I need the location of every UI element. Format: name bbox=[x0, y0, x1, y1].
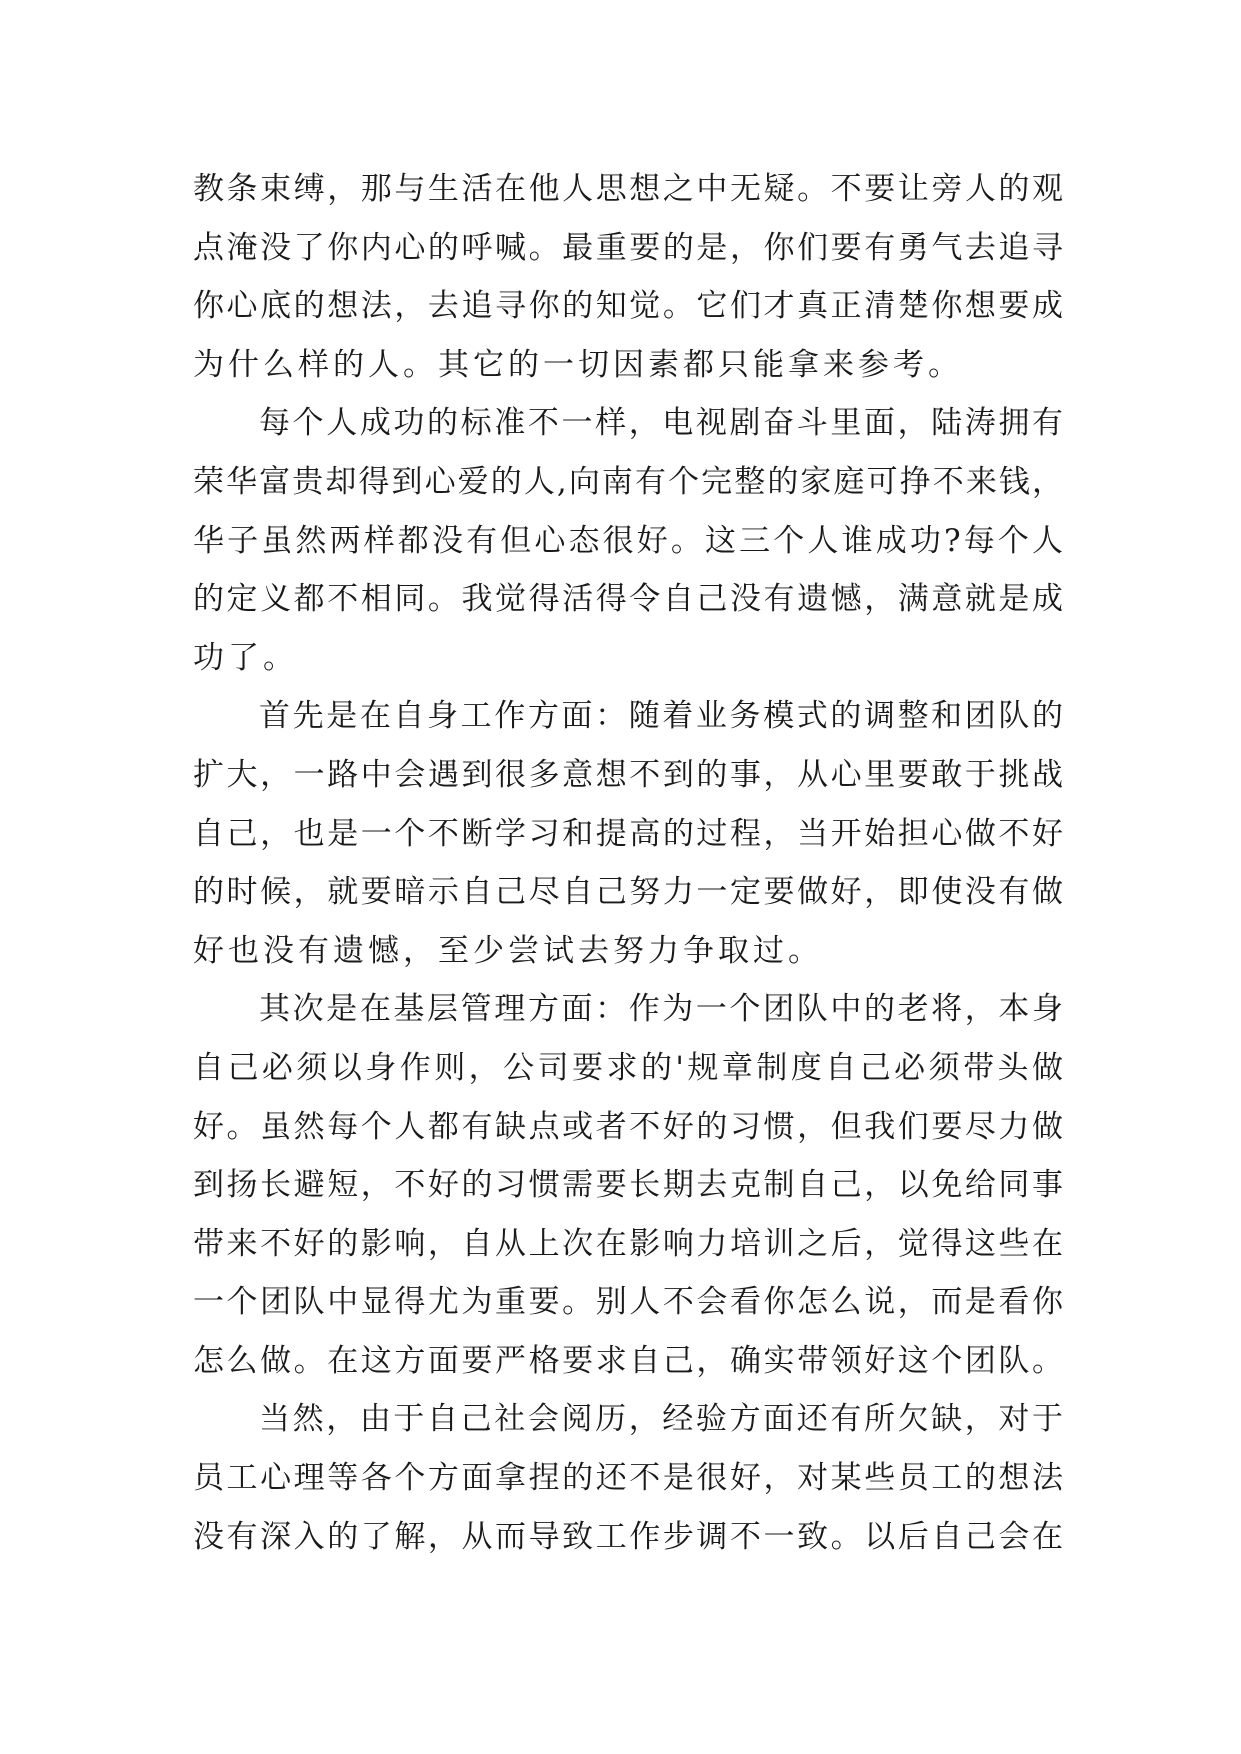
text-line: 荣华富贵却得到心爱的人,向南有个完整的家庭可挣不来钱， bbox=[193, 463, 1063, 500]
text-line: 教条束缚，那与生活在他人思想之中无疑。不要让旁人的观 bbox=[193, 171, 1063, 207]
text-line: 自己，也是一个不断学习和提高的过程，当开始担心做不好 bbox=[193, 815, 1063, 852]
text-line: 好也没有遗憾，至少尝试去努力争取过。 bbox=[193, 932, 823, 969]
text-line: 点淹没了你内心的呼喊。最重要的是，你们要有勇气去追寻 bbox=[193, 229, 1063, 266]
paragraph bbox=[193, 160, 1063, 394]
text-line: 华子虽然两样都没有但心态很好。这三个人谁成功?每个人 bbox=[193, 522, 1063, 559]
text-line: 当然，由于自己社会阅历，经验方面还有所欠缺，对于 bbox=[259, 1401, 1063, 1438]
text-line: 带来不好的影响，自从上次在影响力培训之后，觉得这些在 bbox=[193, 1225, 1063, 1262]
text-line: 你心底的想法，去追寻你的知觉。它们才真正清楚你想要成 bbox=[193, 288, 1063, 325]
text-line: 员工心理等各个方面拿捏的还不是很好，对某些员工的想法 bbox=[193, 1460, 1063, 1497]
text-line: 到扬长避短，不好的习惯需要长期去克制自己，以免给同事 bbox=[193, 1167, 1063, 1204]
text-line: 没有深入的了解，从而导致工作步调不一致。以后自己会在 bbox=[193, 1518, 1063, 1555]
paragraph bbox=[193, 1390, 1063, 1566]
text-line: 自己必须以身作则，公司要求的'规章制度自己必须带头做 bbox=[193, 1049, 1063, 1086]
text-line: 功了。 bbox=[193, 639, 298, 676]
text-line: 的定义都不相同。我觉得活得令自己没有遗憾，满意就是成 bbox=[193, 581, 1063, 618]
text-line: 首先是在自身工作方面：随着业务模式的调整和团队的 bbox=[259, 698, 1063, 735]
paragraph bbox=[193, 980, 1063, 1390]
text-line: 为什么样的人。其它的一切因素都只能拿来参考。 bbox=[193, 346, 963, 383]
text-line: 怎么做。在这方面要严格要求自己，确实带领好这个团队。 bbox=[193, 1342, 1063, 1379]
text-line: 好。虽然每个人都有缺点或者不好的习惯，但我们要尽力做 bbox=[193, 1108, 1063, 1145]
paragraph bbox=[193, 687, 1063, 980]
text-line: 其次是在基层管理方面：作为一个团队中的老将，本身 bbox=[259, 991, 1063, 1028]
text-line: 一个团队中显得尤为重要。别人不会看你怎么说，而是看你 bbox=[193, 1284, 1063, 1321]
document-body bbox=[193, 160, 1063, 1566]
text-line: 的时候，就要暗示自己尽自己努力一定要做好，即使没有做 bbox=[193, 874, 1063, 911]
text-line: 扩大，一路中会遇到很多意想不到的事，从心里要敢于挑战 bbox=[193, 756, 1063, 793]
paragraph bbox=[193, 394, 1063, 687]
text-line: 每个人成功的标准不一样，电视剧奋斗里面，陆涛拥有 bbox=[259, 405, 1063, 442]
